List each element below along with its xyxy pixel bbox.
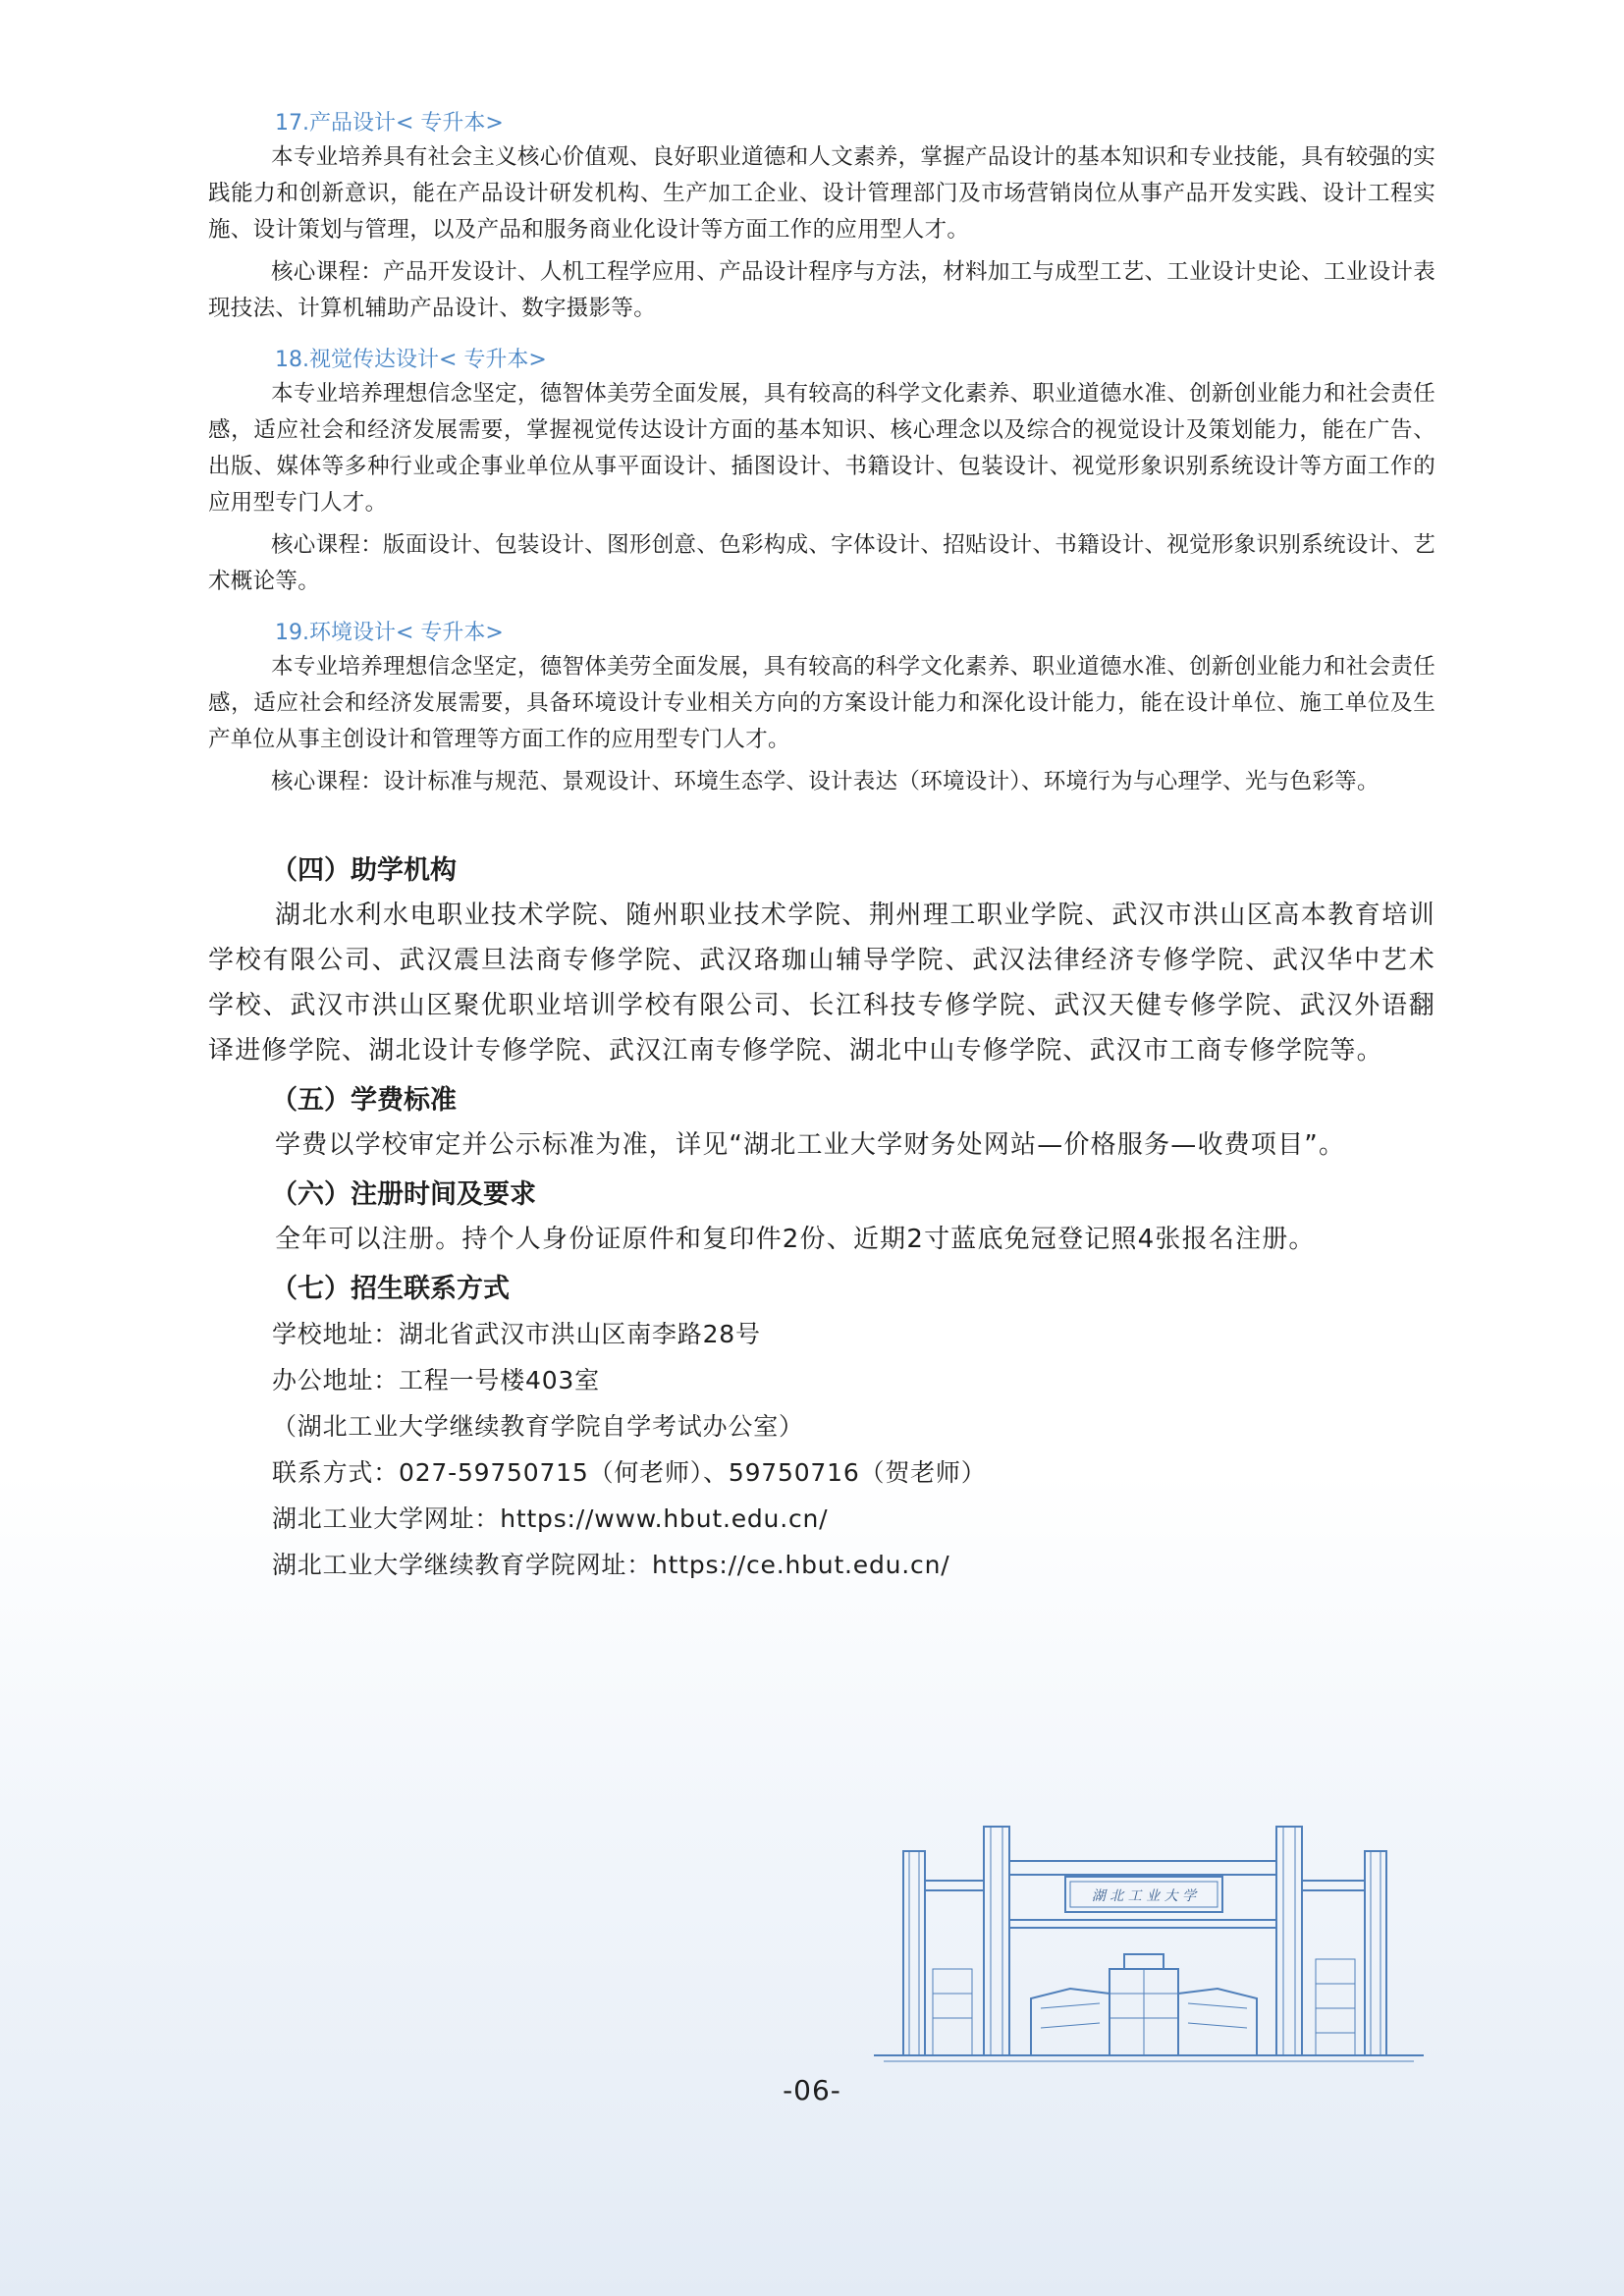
info-sections xyxy=(208,849,1435,1588)
major-title: 19.环境设计< 专升本> xyxy=(275,621,504,645)
section-title-tuition: （五）学费标准 xyxy=(271,1085,457,1116)
contact-phone: 联系方式：027-59750715（何老师）、59750716（贺老师） xyxy=(272,1458,987,1487)
major-core-courses: 核心课程：版面设计、包装设计、图形创意、色彩构成、字体设计、招贴设计、书籍设计、视觉形象识别系统设计、艺术概论等。 xyxy=(208,532,1435,594)
major-title: 17.产品设计< 专升本> xyxy=(275,111,504,136)
contact-university-website[interactable]: 湖北工业大学网址：https://www.hbut.edu.cn/ xyxy=(272,1504,829,1533)
major-core-courses: 核心课程：设计标准与规范、景观设计、环境生态学、设计表达（环境设计）、环境行为与心理学、光与色彩等。 xyxy=(271,769,1380,794)
section-title-contact: （七）招生联系方式 xyxy=(271,1274,510,1304)
section-title-institutions: （四）助学机构 xyxy=(271,855,457,886)
gate-plaque-text: 湖 北 工 业 大 学 xyxy=(1091,1888,1197,1904)
major-core-courses: 核心课程：产品开发设计、人机工程学应用、产品设计程序与方法，材料加工与成型工艺、工业设计史论、工业设计表现技法、计算机辅助产品设计、数字摄影等。 xyxy=(208,259,1435,321)
institutions-text: 湖北水利水电职业技术学院、随州职业技术学院、荆州理工职业学院、武汉市洪山区高本教育培训学校有限公司、武汉震旦法商专修学院、武汉珞珈山辅导学院、武汉法律经济专修学院、武汉华中艺术学校、武汉市洪山区聚优职业培训学校有限公司、长江科技专修学院、武汉天健专修学院、武汉外语翻译进修学院、湖北设计专修学院、武汉江南专修学院、湖北中山专修学院、武汉市工商专修学院等。 xyxy=(208,901,1435,1066)
contact-college-website[interactable]: 湖北工业大学继续教育学院网址：https://ce.hbut.edu.cn/ xyxy=(272,1551,950,1579)
page-number: -06- xyxy=(783,2074,841,2106)
contact-office-name: （湖北工业大学继续教育学院自学考试办公室） xyxy=(272,1412,804,1441)
major-19 xyxy=(208,618,1435,800)
contact-school-address: 学校地址：湖北省武汉市洪山区南李路28号 xyxy=(272,1320,761,1348)
tuition-text: 学费以学校审定并公示标准为准，详见“湖北工业大学财务处网站—价格服务—收费项目”。 xyxy=(275,1130,1346,1160)
major-description: 本专业培养理想信念坚定，德智体美劳全面发展，具有较高的科学文化素养、职业道德水准、创新创业能力和社会责任感，适应社会和经济发展需要，掌握视觉传达设计方面的基本知识、核心理念以及综合的视觉设计及策划能力，能在广告、出版、媒体等多种行业或企事业单位从事平面设计、插图设计、书籍设计、包装设计、视觉形象识别系统设计等方面工作的应用型专门人才。 xyxy=(208,381,1435,516)
university-gate-illustration xyxy=(874,1822,1424,2067)
major-description: 本专业培养具有社会主义核心价值观、良好职业道德和人文素养，掌握产品设计的基本知识和专业技能，具有较强的实践能力和创新意识，能在产品设计研发机构、生产加工企业、设计管理部门及市场营销岗位从事产品开发实践、设计工程实施、设计策划与管理，以及产品和服务商业化设计等方面工作的应用型人才。 xyxy=(208,144,1435,243)
major-18 xyxy=(208,345,1435,600)
content-area xyxy=(208,108,1435,1588)
contact-office-address: 办公地址：工程一号楼403室 xyxy=(272,1366,600,1394)
registration-text: 全年可以注册。持个人身份证原件和复印件2份、近期2寸蓝底免冠登记照4张报名注册。 xyxy=(275,1225,1316,1254)
major-title: 18.视觉传达设计< 专升本> xyxy=(275,348,547,372)
section-title-registration: （六）注册时间及要求 xyxy=(271,1179,536,1210)
major-17 xyxy=(208,108,1435,327)
major-description: 本专业培养理想信念坚定，德智体美劳全面发展，具有较高的科学文化素养、职业道德水准、创新创业能力和社会责任感，适应社会和经济发展需要，具备环境设计专业相关方向的方案设计能力和深化设计能力，能在设计单位、施工单位及生产单位从事主创设计和管理等方面工作的应用型专门人才。 xyxy=(208,654,1435,752)
